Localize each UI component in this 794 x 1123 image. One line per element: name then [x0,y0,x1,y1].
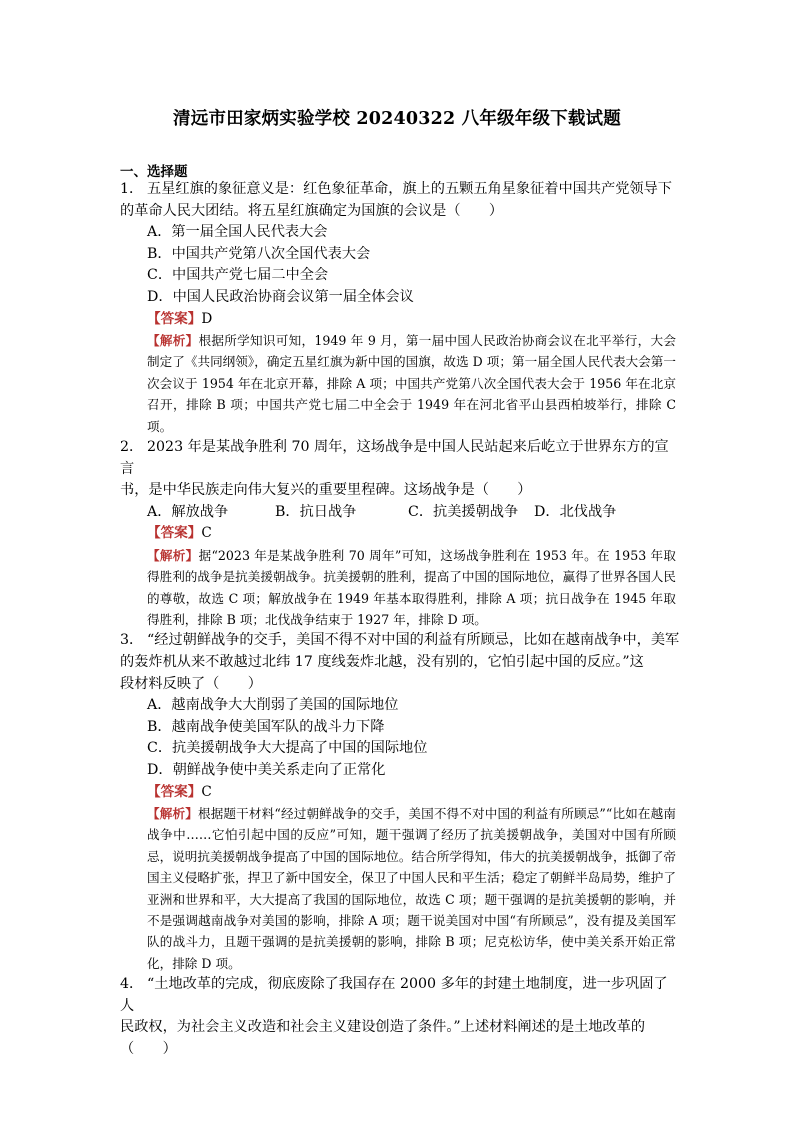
option-b: B．中国共产党第八次全国代表大会 [147,245,371,262]
question-stem-line: 五星红旗的象征意义是：红色象征革命，旗上的五颗五角星象征着中国共产党领导下 [147,181,672,197]
question-number: 3． [120,632,144,649]
question-2 [120,437,680,630]
document-title: 清远市田家炳实验学校 20240322 八年级年级下载试题 [173,109,621,129]
answer-line [120,309,680,330]
options-row [120,502,680,524]
explanation-text: 据“2023 年是某战争胜利 70 周年”可知，这场战争胜利在 1953 年。在 1953 年取得胜利的战争是抗美援朝战争。抗美援朝的胜利，提高了中国的国际地位，赢得了世界各国人民的尊敬，故选 C 项；解放战争在 1949 年基本取得胜利，排除 A 项；抗日战争在 1945 年取得胜利，排除 B 项；北伐战争结束于 1927 年，排除 D 项。 [147,547,677,627]
answer-line [120,523,680,544]
question-stem-line: 的革命人民大团结。将五星红旗确定为国旗的会议是（ ） [120,202,504,219]
answer-line [120,782,680,803]
question-3 [120,630,680,974]
option-d: D．中国人民政治协商会议第一届全体会议 [147,288,414,305]
option-c: C．抗美援朝战争大大提高了中国的国际地位 [147,740,428,757]
option-a: A．解放战争 [147,503,229,520]
explanation [120,330,680,437]
question-1 [120,179,680,437]
question-stem-line: 民政权，为社会主义改造和社会主义建设创造了条件。”上述材料阐述的是土地改革的 [120,1019,646,1036]
explanation [120,803,680,974]
question-stem-line: 2023 年是某战争胜利 70 周年，这场战争是中国人民站起来后屹立于世界东方的宣言 [120,439,669,477]
option-a: A．第一届全国人民代表大会 [147,224,328,241]
answer-tag: 【答案】 [147,310,202,327]
explanation-tag: 【解析】 [147,805,198,821]
explanation-tag: 【解析】 [147,547,199,563]
question-stem-line: 书，是中华民族走向伟大复兴的重要里程碑。这场战争是（ ） [120,482,532,499]
question-stem-line: “土地改革的完成，彻底废除了我国存在 2000 多年的封建土地制度，进一步巩固了人 [120,976,668,1014]
explanation-text: 根据题干材料“经过朝鲜战争的交手，美国不得不对中国的利益有所顾忌”“比如在越南战争中……它怕引起中国的反应”可知，题干强调了经历了抗美援朝战争，美国对中国有所顾忌，说明抗美援朝战争提高了中国的国际地位。结合所学得知，伟大的抗美援朝战争，抵御了帝国主义侵略扩张，捍卫了新中国安全，保卫了中国人民和平生活；稳定了朝鲜半岛局势，维护了亚洲和世界和平，大大提高了我国的国际地位，故选 C 项；题干强调的是抗美援朝的影响，并不是强调越南战争对美国的影响，排除 A 项；题干说美国对中国“有所顾忌”，没有提及美国军队的战斗力，且题干强调的是抗美援朝的影响，排除 B 项；尼克松访华，使中美关系开始正常化，排除 D 项。 [147,805,676,971]
explanation-text: 根据所学知识可知，1949 年 9 月，第一届中国人民政治协商会议在北平举行，大会制定了《共同纲领》，确定五星红旗为新中国的国旗，故选 D 项；第一届全国人民代表大会第一次会议于 1954 年在北京开幕，排除 A 项；中国共产党第八次全国代表大会于 1956 年在北京召开，排除 B 项；中国共产党七届二中全会于 1949 年在河北省平山县西柏坡举行，排除 C 项。 [147,332,676,434]
explanation [120,545,680,631]
question-stem-line: 的轰炸机从来不敢越过北纬 17 度线轰炸北越，没有别的，它怕引起中国的反应。”这 [120,654,644,670]
answer-value: C [201,525,212,542]
question-number: 1． [120,181,144,197]
question-number: 4． [120,976,144,993]
question-stem-line: “经过朝鲜战争的交手，美国不得不对中国的利益有所顾忌，比如在越南战争中，美军 [147,632,680,649]
answer-value: D [201,310,213,327]
question-stem-line: 段材料反映了（ ） [120,675,262,692]
answer-value: C [201,783,212,800]
option-b: B．抗日战争 [275,503,357,520]
option-d: D．北伐战争 [534,503,617,520]
question-stem-line: （ ） [120,1041,177,1057]
option-d: D．朝鲜战争使中美关系走向了正常化 [147,761,386,778]
option-a: A．越南战争大大削弱了美国的国际地位 [147,697,399,714]
question-list [120,179,680,1061]
section-heading: 一、选择题 [120,164,188,180]
answer-tag: 【答案】 [147,525,202,542]
explanation-tag: 【解析】 [147,332,199,348]
question-4 [120,974,680,1060]
answer-tag: 【答案】 [147,783,202,800]
question-number: 2． [120,439,144,455]
option-c: C．抗美援朝战争 [408,503,519,520]
option-c: C．中国共产党七届二中全会 [147,267,329,284]
option-b: B．越南战争使美国军队的战斗力下降 [147,718,385,735]
